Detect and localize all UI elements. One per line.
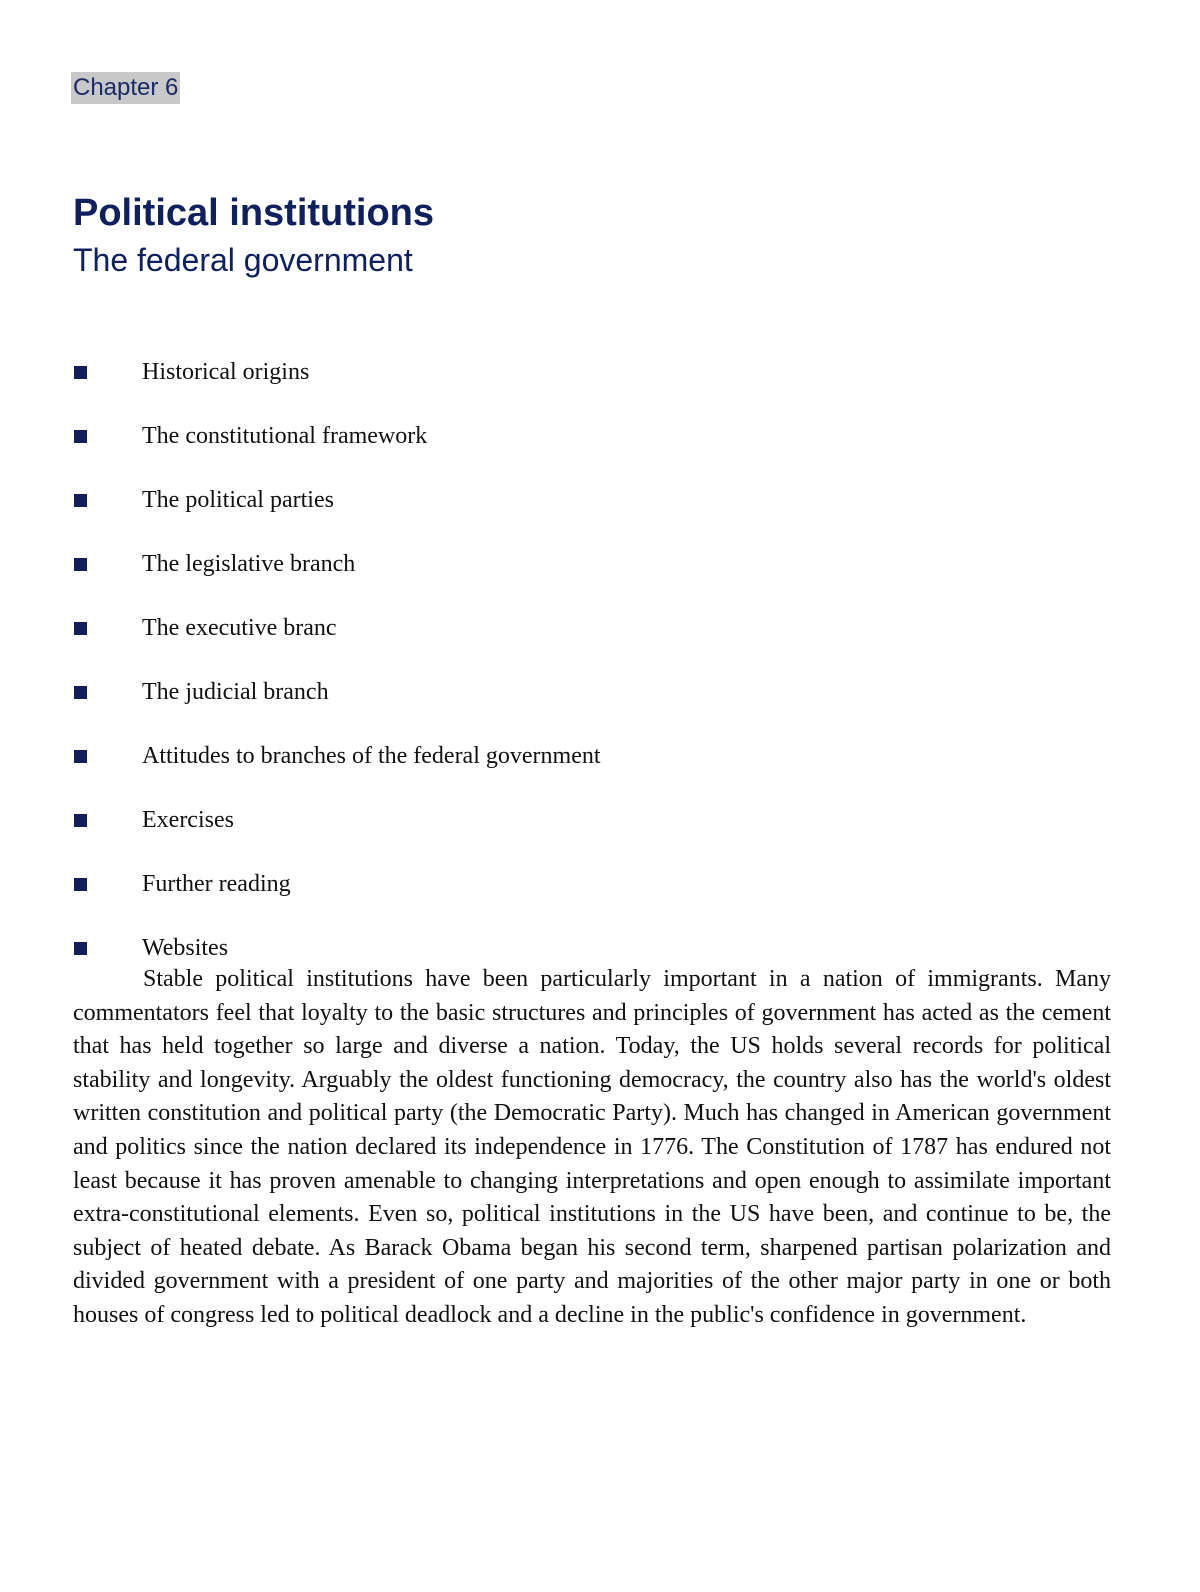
- list-item-label: Further reading: [142, 871, 291, 897]
- square-bullet-icon: [74, 494, 87, 507]
- square-bullet-icon: [74, 430, 87, 443]
- list-item-label: Exercises: [142, 807, 234, 833]
- square-bullet-icon: [74, 622, 87, 635]
- chapter-label: Chapter 6: [71, 72, 180, 104]
- list-item: [0, 355, 1200, 419]
- list-item: [0, 931, 1200, 961]
- square-bullet-icon: [74, 750, 87, 763]
- list-item-label: The legislative branch: [142, 551, 356, 577]
- intro-paragraph: Stable political institutions have been particularly important in a nation of immigrants. Many commentators feel that loyalty to the basic structures and principles of government has acted as the cement that has held together so large and diverse a nation. Today, the US holds several records for political stability and longevity. Arguably the oldest functioning democracy, the country also has the world's oldest written constitution and political party (the Democratic Party). Much has changed in American government and politics since the nation declared its independence in 1776. The Constitution of 1787 has endured not least because it has proven amenable to changing interpretations and open enough to assimilate important extra-constitutional elements. Even so, political institutions in the US have been, and continue to be, the subject of heated debate. As Barack Obama began his second term, sharpened partisan polarization and divided government with a president of one party and majorities of the other major party in one or both houses of congress led to political deadlock and a decline in the public's confidence in government.: [73, 966, 1111, 1328]
- list-item-label: Attitudes to branches of the federal government: [142, 743, 601, 769]
- square-bullet-icon: [74, 558, 87, 571]
- list-item: [0, 675, 1200, 739]
- chapter-contents-list: [0, 355, 1200, 961]
- list-item: [0, 739, 1200, 803]
- list-item: [0, 483, 1200, 547]
- list-item: [0, 419, 1200, 483]
- list-item-label: Historical origins: [142, 359, 310, 385]
- list-item: [0, 547, 1200, 611]
- square-bullet-icon: [74, 878, 87, 891]
- list-item-label: The executive branc: [142, 615, 337, 641]
- list-item-label: Websites: [142, 935, 229, 961]
- list-item-label: The judicial branch: [142, 679, 329, 705]
- chapter-subtitle: The federal government: [73, 242, 413, 278]
- list-item-label: The political parties: [142, 487, 334, 513]
- square-bullet-icon: [74, 814, 87, 827]
- square-bullet-icon: [74, 942, 87, 955]
- list-item: [0, 867, 1200, 931]
- square-bullet-icon: [74, 686, 87, 699]
- list-item-label: The constitutional framework: [142, 423, 428, 449]
- chapter-title: Political institutions: [73, 192, 435, 234]
- square-bullet-icon: [74, 366, 87, 379]
- list-item: [0, 611, 1200, 675]
- list-item: [0, 803, 1200, 867]
